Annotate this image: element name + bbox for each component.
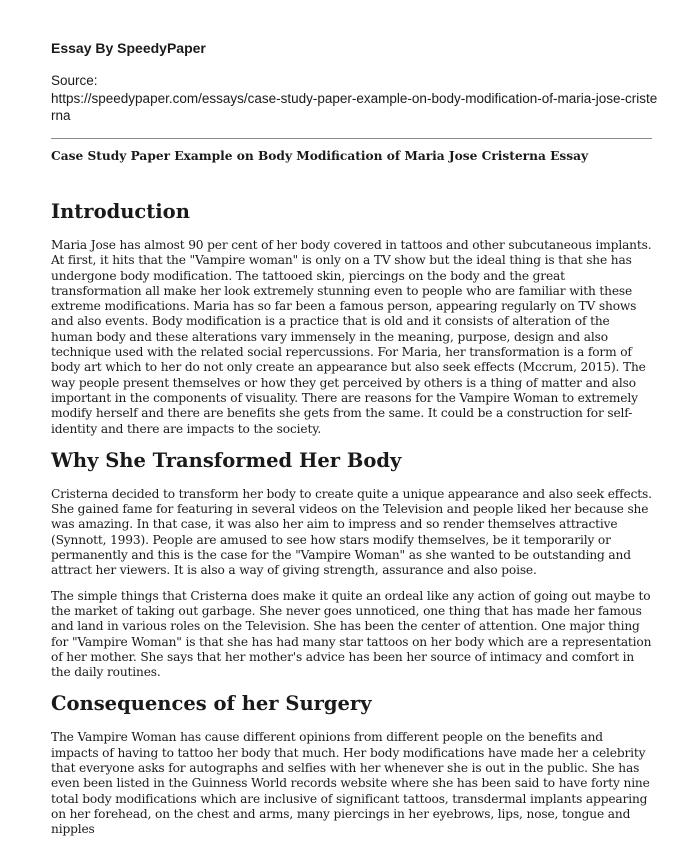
source-label: Source: bbox=[51, 73, 98, 88]
source-link[interactable]: https://speedypaper.com/essays/case-study-paper-example-on-body-modification-of-maria-jose-cristerna bbox=[51, 91, 658, 123]
section-heading: Why She Transformed Her Body bbox=[51, 448, 402, 472]
section-introduction bbox=[51, 196, 654, 437]
essay-title: Case Study Paper Example on Body Modification of Maria Jose Cristerna Essay bbox=[51, 149, 589, 163]
section-heading: Introduction bbox=[51, 200, 190, 223]
paragraph: Cristerna decided to transform her body to create quite a unique appearance and also seek effects. She gained fame for featuring in several videos on the Television and people liked her because she was amazing. In that case, it was also her aim to impress and so render themselves attractive (Synnott, 1993). People are amused to see how stars modify themselves, be it temporarily or permanently and this is the case for the "Vampire Woman" as she wanted to be outstanding and attract her viewers. It is also a way of giving strength, assurance and also poise. bbox=[51, 486, 652, 578]
header-divider bbox=[51, 138, 652, 139]
section-why-she-transformed bbox=[51, 445, 654, 681]
essay-body bbox=[51, 196, 654, 848]
section-consequences bbox=[51, 688, 654, 837]
brand-title: Essay By SpeedyPaper bbox=[51, 40, 206, 56]
section-heading: Consequences of her Surgery bbox=[51, 692, 372, 716]
paragraph: Maria Jose has almost 90 per cent of her body covered in tattoos and other subcutaneous implants. At first, it hits that the "Vampire woman" is only on a TV show but the ideal thing is that she has undergone body modification. The tattooed skin, piercings on the body and the great transformation all make her look extremely stunning even to people who are familiar with these extreme modifications. Maria has so far been a famous person, appearing regularly on TV shows and also events. Body modification is a practice that is old and it consists of alteration of the human body and these alterations vary immensely in the meaning, purpose, design and also technique used with the related social repercussions. For Maria, her transformation is a form of body art which to her do not only create an appearance but also seek effects (Mccrum, 2015). The way people present themselves or how they get perceived by others is a thing of matter and also important in the components of visuality. There are reasons for the Vampire Woman to extremely modify herself and there are benefits she gets from the same. It could be a construction for self-identity and there are impacts to the society. bbox=[51, 238, 652, 436]
paragraph: The Vampire Woman has cause different opinions from different people on the benefits and impacts of having to tattoo her body that much. Her body modifications have made her a celebrity that everyone asks for autographs and selfies with her whenever she is out in the public. She has even been listed in the Guinness World records website where she has been said to have forty nine total body modifications which are inclusive of significant tattoos, transdermal implants appearing on her forehead, on the chest and arms, many piercings in her eyebrows, lips, nose, tongue and nipples bbox=[51, 730, 650, 837]
paragraph: The simple things that Cristerna does make it quite an ordeal like any action of going out maybe to the market of taking out garbage. She never goes unnoticed, one thing that has made her famous and land in various roles on the Television. She has been the center of attention. One major thing for "Vampire Woman" is that she has had many star tattoos on her body which are a representation of her mother. She says that her mother's advice has been her source of intimacy and comfort in the daily routines. bbox=[51, 588, 652, 680]
